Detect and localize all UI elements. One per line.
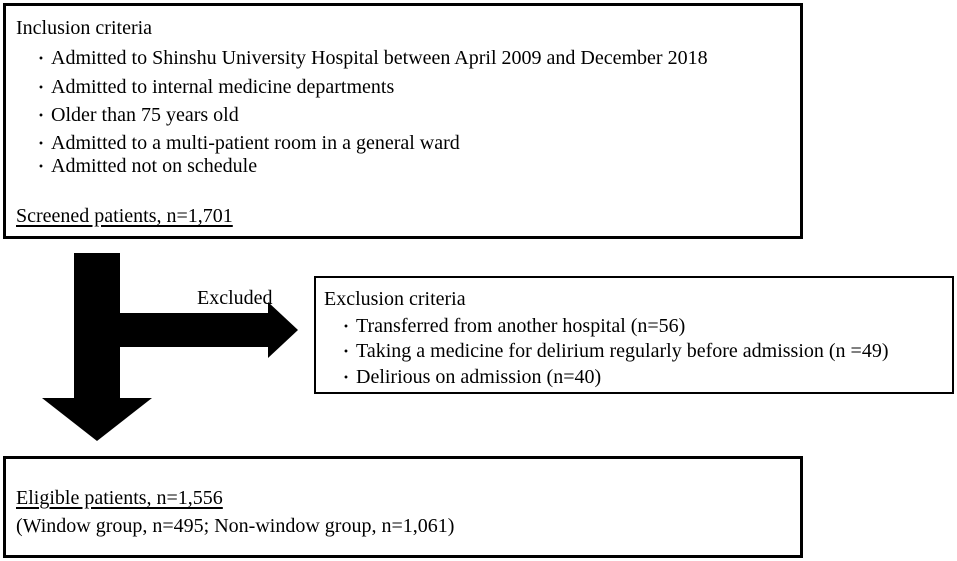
bullet-icon: ・ [338, 370, 355, 387]
inclusion-item-text: Admitted to a multi-patient room in a general ward [51, 132, 460, 154]
bullet-icon: ・ [33, 80, 50, 97]
main-arrow-shaft [74, 253, 120, 398]
inclusion-item [33, 75, 394, 101]
excluded-arrow-shaft [118, 313, 270, 347]
bullet-icon: ・ [338, 344, 355, 361]
exclusion-item [338, 339, 889, 365]
eligible-patients-box [3, 456, 803, 558]
exclusion-item [338, 365, 601, 391]
exclusion-item [338, 314, 685, 340]
screened-patients-count: Screened patients, n=1,701 [16, 205, 233, 227]
main-arrow-head [42, 398, 152, 441]
inclusion-item-text: Admitted to Shinshu University Hospital between April 2009 and December 2018 [51, 47, 708, 69]
bullet-icon: ・ [33, 108, 50, 125]
inclusion-title: Inclusion criteria [16, 17, 153, 39]
exclusion-criteria-box [314, 276, 954, 394]
exclusion-title: Exclusion criteria [324, 288, 466, 310]
exclusion-item-text: Delirious on admission (n=40) [356, 366, 602, 388]
bullet-icon: ・ [33, 136, 50, 153]
bullet-icon: ・ [33, 159, 50, 176]
bullet-icon: ・ [338, 319, 355, 336]
inclusion-item [33, 46, 708, 72]
exclusion-item-text: Taking a medicine for delirium regularly before admission (n =49) [356, 340, 889, 362]
excluded-label: Excluded [197, 287, 273, 309]
inclusion-item [33, 154, 257, 180]
inclusion-item-text: Admitted not on schedule [51, 155, 258, 177]
inclusion-item [33, 103, 239, 129]
excluded-arrow-head [268, 302, 298, 358]
exclusion-item-text: Transferred from another hospital (n=56) [356, 315, 686, 337]
eligible-groups-breakdown: (Window group, n=495; Non-window group, n=1,061) [16, 515, 455, 537]
inclusion-item-text: Admitted to internal medicine departments [51, 76, 395, 98]
inclusion-item-text: Older than 75 years old [51, 104, 239, 126]
eligible-patients-count: Eligible patients, n=1,556 [16, 487, 223, 509]
bullet-icon: ・ [33, 51, 50, 68]
inclusion-criteria-box [3, 3, 803, 239]
